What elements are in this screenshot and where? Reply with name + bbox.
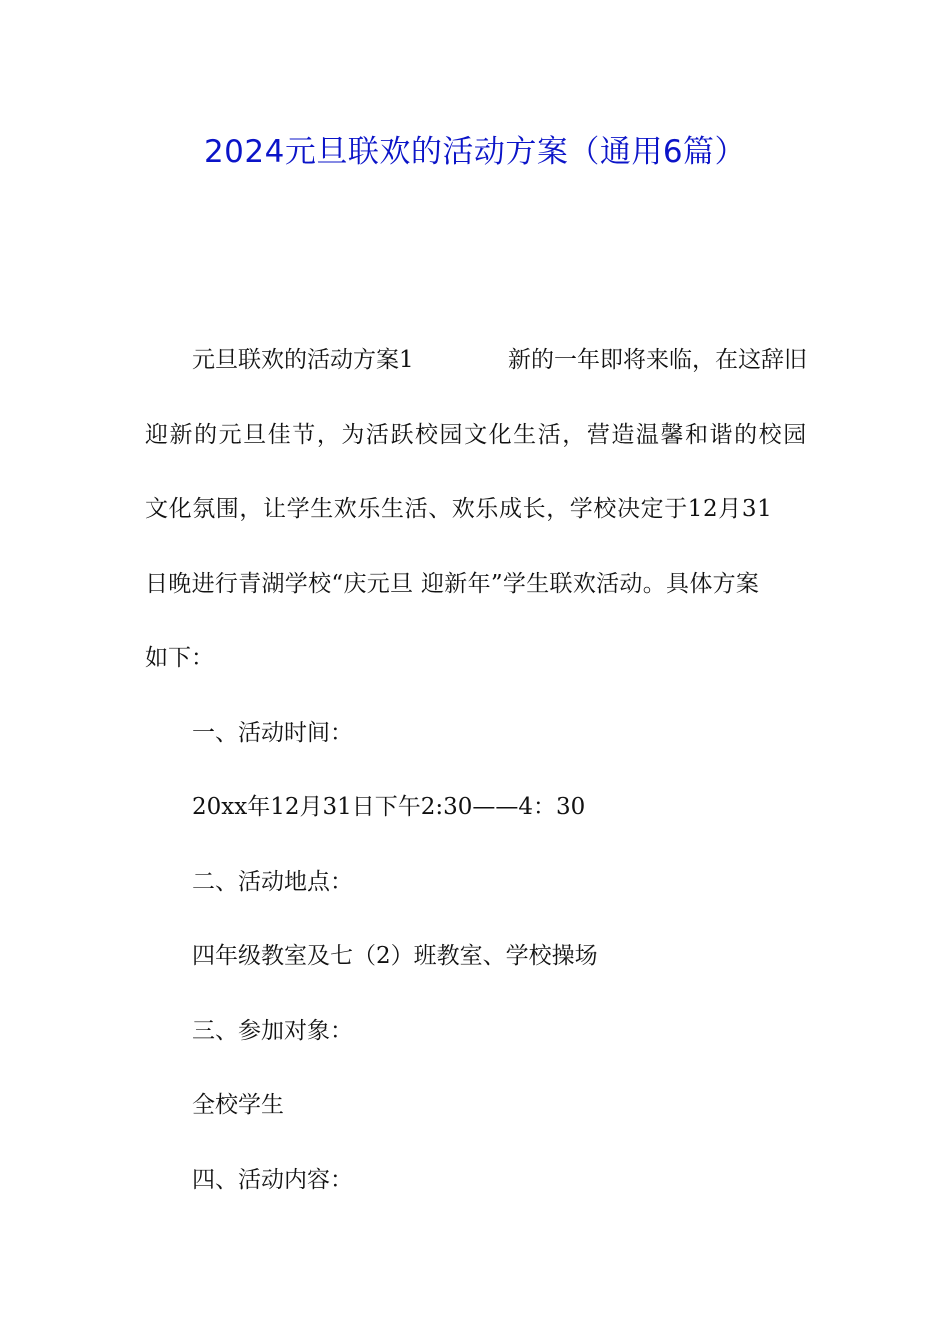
paragraph-line: 文化氛围，让学生欢乐生活、欢乐成长，学校决定于12月31	[145, 496, 773, 522]
section-heading: 三、参加对象：	[192, 1018, 353, 1044]
section-content: 全校学生	[192, 1092, 284, 1118]
section-content: 20xx年12月31日下午2:30——4：30	[192, 794, 586, 820]
section-heading: 四、活动内容：	[192, 1167, 353, 1193]
paragraph-line: 日晚进行青湖学校“庆元旦 迎新年”学生联欢活动。具体方案	[145, 571, 760, 597]
section-heading: 一、活动时间：	[192, 720, 353, 746]
document-title: 2024元旦联欢的活动方案（通用6篇）	[203, 134, 747, 170]
section-heading: 二、活动地点：	[192, 869, 353, 895]
section-content: 四年级教室及七（2）班教室、学校操场	[192, 943, 598, 969]
paragraph-text: 新的一年即将来临，在这辞旧	[508, 347, 807, 373]
paragraph-line: 如下：	[145, 645, 214, 671]
plan-heading: 元旦联欢的活动方案1	[192, 347, 414, 373]
paragraph-line	[192, 345, 807, 375]
paragraph-line: 迎新的元旦佳节，为活跃校园文化生活，营造温馨和谐的校园	[145, 422, 807, 448]
